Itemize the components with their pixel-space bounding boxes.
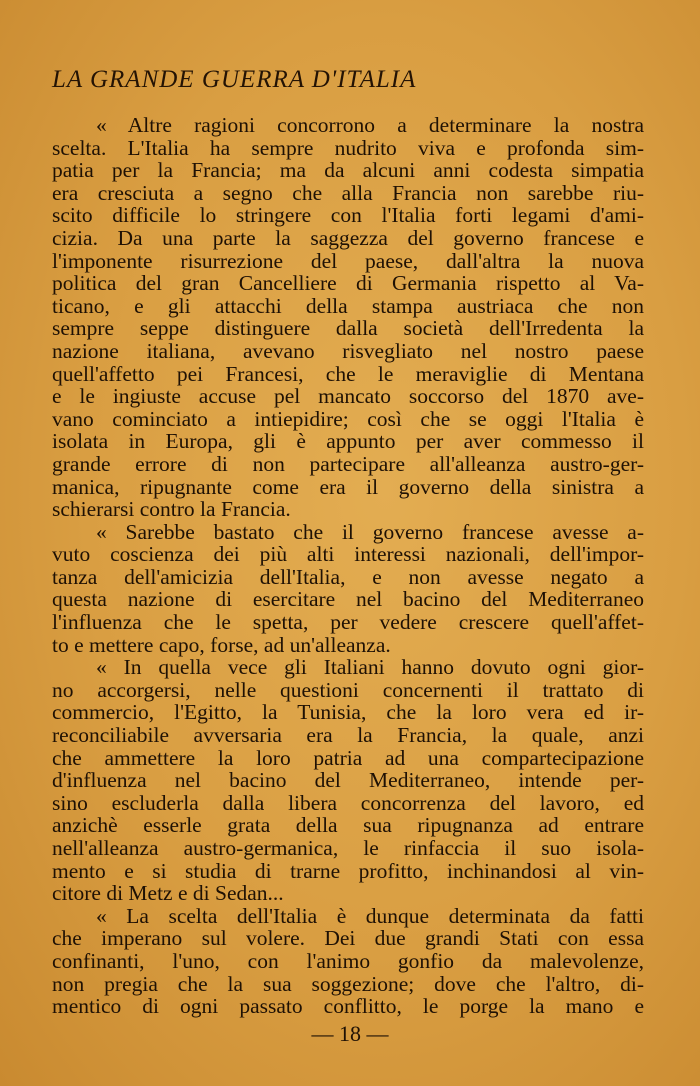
text-line: patia per la Francia; ma da alcuni anni codesta simpatia (52, 158, 644, 183)
text-line: mentico di ogni passato conflitto, le porge la mano e (52, 994, 644, 1019)
text-line: nazione italiana, avevano risvegliato nel nostro paese (52, 338, 644, 363)
text-line: isolata in Europa, gli è appunto per aver commesso il (52, 429, 644, 454)
text-line: era cresciuta a segno che alla Francia non sarebbe riu- (52, 180, 644, 205)
text-line: nell'alleanza austro-germanica, le rinfaccia il suo isola- (52, 836, 644, 860)
text-line: « Altre ragioni concorrono a determinare la nostra (96, 113, 644, 137)
text-line: politica del gran Cancelliere di Germania rispetto al Va- (52, 271, 644, 296)
text-line: l'influenza che le spetta, per vedere crescere quell'affet- (52, 610, 644, 635)
text-line: citore di Metz e di Sedan... (52, 881, 284, 906)
body-text (52, 114, 644, 1018)
text-line: ticano, e gli attacchi della stampa austriaca che non (52, 293, 644, 318)
page-number: — 18 — (311, 1021, 389, 1046)
text-line: che ammettere la loro patria ad una compartecipazione (52, 745, 644, 770)
text-line: l'imponente risurrezione del paese, dall'altra la nuova (52, 248, 644, 273)
text-line: confinanti, l'uno, con l'animo gonfio da malevolenze, (52, 948, 644, 973)
text-line: grande errore di non partecipare all'alleanza austro-ger- (52, 451, 644, 476)
text-line: quell'affetto pei Francesi, che le meraviglie di Mentana (52, 361, 644, 386)
text-line: vano cominciato a intiepidire; così che se oggi l'Italia è (52, 406, 644, 431)
text-line: cizia. Da una parte la saggezza del governo francese e (52, 225, 644, 250)
text-line: e le ingiuste accuse pel mancato soccorso del 1870 ave- (52, 384, 644, 409)
text-line: tanza dell'amicizia dell'Italia, e non avesse negato a (52, 564, 644, 589)
text-line: « Sarebbe bastato che il governo francese avesse a- (96, 519, 644, 544)
text-line: scito difficile lo stringere con l'Italia forti legami d'ami- (52, 203, 644, 228)
text-line: to e mettere capo, forse, ad un'alleanza. (52, 632, 391, 657)
text-line: anzichè esserle grata della sua ripugnanza ad entrare (52, 813, 644, 838)
text-line: non pregia che la sua soggezione; dove che l'altro, di- (52, 971, 644, 996)
text-line: mento e si studia di trarne profitto, inchinandosi al vin- (52, 858, 644, 883)
text-line: reconciliabile avversaria era la Francia, la quale, anzi (52, 723, 644, 748)
text-line: « In quella vece gli Italiani hanno dovuto ogni gior- (96, 655, 644, 680)
text-line: vuto coscienza dei più alti interessi nazionali, dell'impor- (52, 542, 644, 567)
text-line: scelta. L'Italia ha sempre nudrito viva e profonda sim- (52, 135, 644, 160)
text-line: sempre seppe distinguere dalla società dell'Irredenta la (52, 316, 644, 341)
text-line: d'influenza nel bacino del Mediterraneo, intende per- (52, 768, 644, 793)
text-line: schierarsi contro la Francia. (52, 497, 291, 522)
text-line: commercio, l'Egitto, la Tunisia, che la loro vera ed ir- (52, 700, 644, 725)
text-line: sino escluderla dalla libera concorrenza del lavoro, ed (52, 790, 644, 815)
running-header: LA GRANDE GUERRA D'ITALIA (52, 66, 417, 93)
text-line: no accorgersi, nelle questioni concernenti il trattato di (52, 677, 644, 702)
text-line: questa nazione di esercitare nel bacino del Mediterraneo (52, 587, 644, 612)
text-line: che imperano sul volere. Dei due grandi Stati con essa (52, 926, 644, 951)
text-line: « La scelta dell'Italia è dunque determinata da fatti (96, 903, 644, 928)
text-line: manica, ripugnante come era il governo della sinistra a (52, 474, 644, 499)
